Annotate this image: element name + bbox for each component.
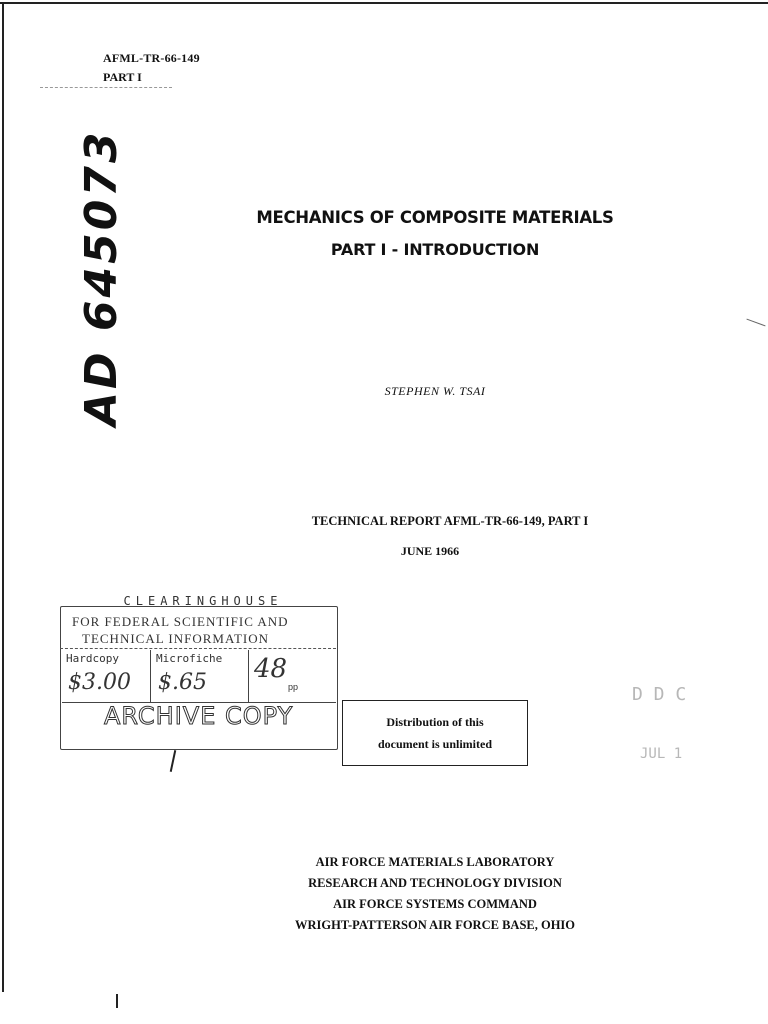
org-division: RESEARCH AND TECHNOLOGY DIVISION [308, 876, 562, 890]
stamp-microfiche-cell [152, 650, 249, 702]
stamp-divider [60, 648, 336, 649]
stamp-microfiche-label: Microfiche [156, 652, 223, 665]
technical-report-number: TECHNICAL REPORT AFML-TR-66-149, PART I [311, 514, 589, 528]
ddc-stamp-line2: JUL 1 [640, 746, 683, 762]
page-border-top [0, 2, 768, 4]
stamp-federal: FOR FEDERAL SCIENTIFIC AND [72, 614, 289, 629]
organization-block [250, 852, 620, 936]
ddc-stamp [592, 684, 762, 814]
ddc-stamp-line1: D D C [632, 684, 687, 705]
org-base: WRIGHT-PATTERSON AIR FORCE BASE, OHIO [294, 918, 576, 932]
bottom-mark [116, 994, 118, 1008]
document-title: MECHANICS OF COMPOSITE MATERIALS [256, 208, 614, 227]
ad-number [76, 129, 136, 428]
distribution-line2: document is unlimited [377, 737, 492, 751]
handwritten-tick [170, 750, 177, 772]
distribution-notice [342, 700, 528, 766]
part-label: PART I [103, 70, 142, 84]
document-subtitle: PART I - INTRODUCTION [330, 240, 540, 259]
stamp-hardcopy-price: $3.00 [68, 670, 131, 695]
clearinghouse-stamp [60, 590, 340, 752]
margin-mark [746, 319, 765, 327]
stamp-archive-copy: ARCHIVE COPY [104, 702, 294, 730]
ad-number-text: AD 645073 [76, 129, 127, 426]
distribution-line1: Distribution of this [386, 715, 484, 729]
part-underline [40, 87, 172, 88]
stamp-pages-suffix: pp [288, 682, 299, 692]
report-date: JUNE 1966 [400, 544, 460, 558]
page-border-left [2, 2, 4, 992]
stamp-hardcopy-label: Hardcopy [66, 652, 119, 665]
stamp-technical: TECHNICAL INFORMATION [82, 631, 269, 646]
report-number: AFML-TR-66-149 [103, 51, 200, 65]
org-laboratory: AIR FORCE MATERIALS LABORATORY [315, 855, 555, 869]
stamp-microfiche-price: $.65 [158, 670, 207, 695]
stamp-clearinghouse: CLEARINGHOUSE [123, 594, 283, 608]
stamp-hardcopy-cell [62, 650, 151, 702]
stamp-pages: 48 [254, 654, 288, 684]
author: STEPHEN W. TSAI [384, 384, 486, 398]
org-command: AIR FORCE SYSTEMS COMMAND [333, 897, 537, 911]
